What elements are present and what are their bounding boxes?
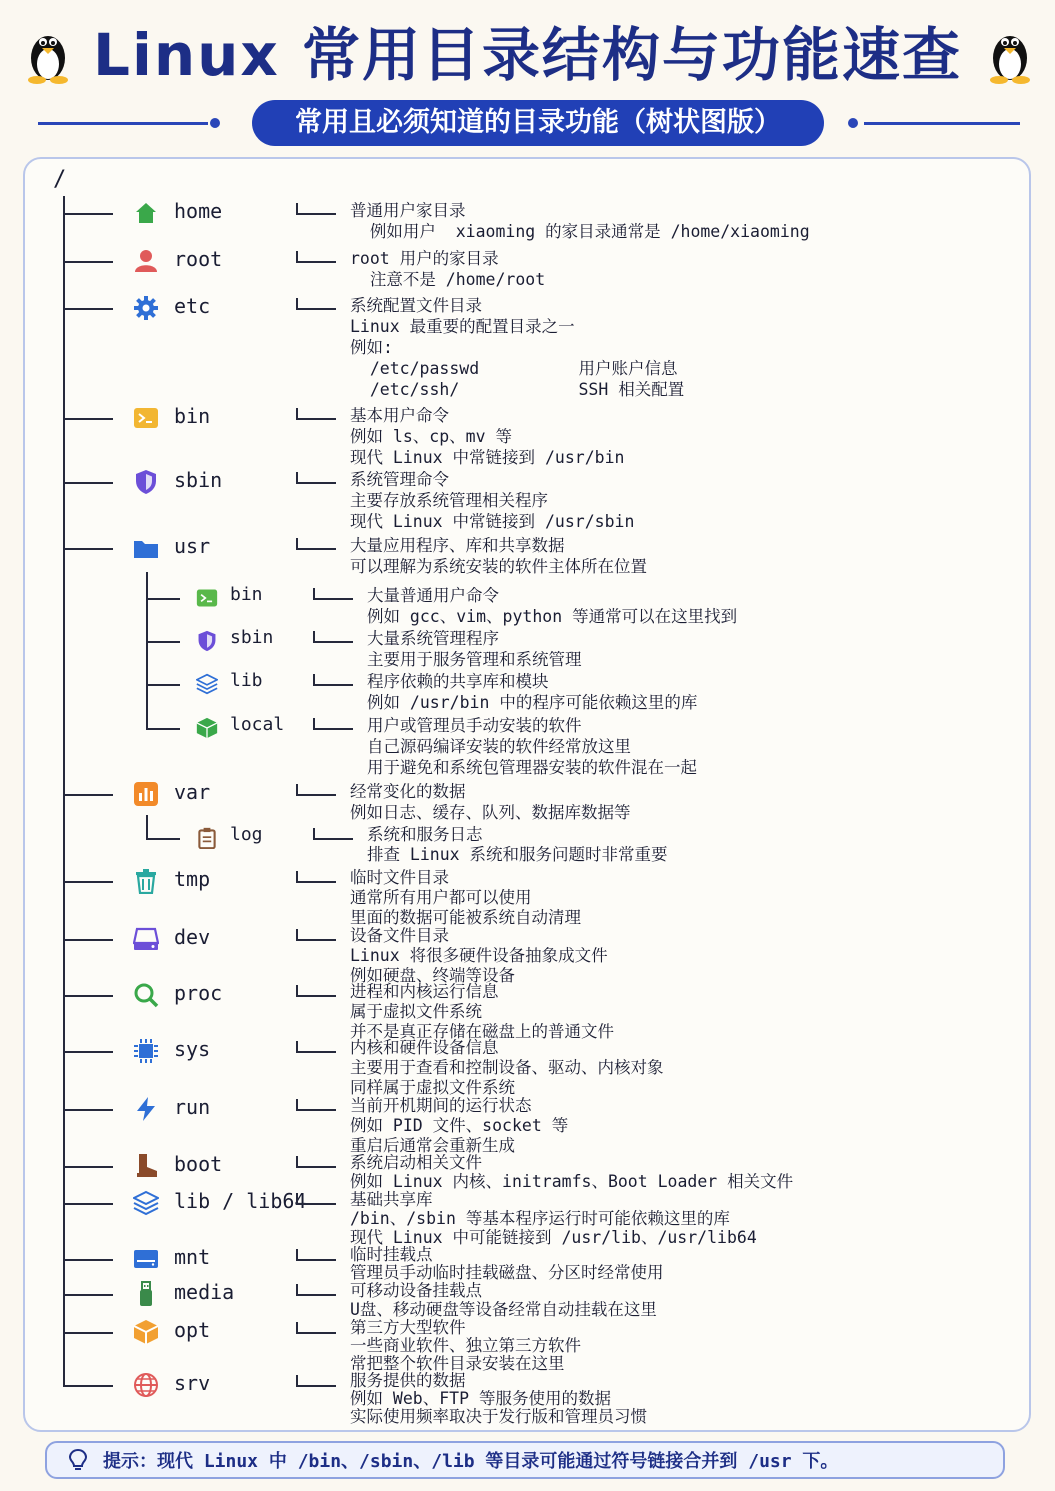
description-line: 大量应用程序、库和共享数据 (350, 536, 565, 555)
description-line: 重启后通常会重新生成 (350, 1136, 515, 1155)
tree-branch (63, 418, 113, 420)
directory-name: opt (174, 1318, 211, 1342)
directory-description (367, 825, 668, 865)
description-line: 系统和服务日志 (367, 825, 483, 844)
directory-description (367, 671, 697, 713)
home-icon (131, 198, 161, 228)
tree-root: / (53, 167, 67, 192)
tree-trunk (63, 196, 65, 1386)
directory-name: lib (230, 670, 263, 691)
description-line: 第三方大型软件 (350, 1318, 466, 1337)
drive-icon (131, 924, 161, 954)
description-connector (296, 1099, 336, 1111)
description-line: 排查 Linux 系统和服务问题时非常重要 (367, 845, 668, 864)
description-connector (296, 203, 336, 215)
directory-name: local (230, 714, 285, 735)
divider-dot (210, 118, 220, 128)
tree-branch (63, 261, 113, 263)
description-line: 大量系统管理程序 (367, 629, 499, 648)
description-line: 主要用于查看和控制设备、驱动、内核对象 (350, 1058, 664, 1077)
directory-description (350, 1281, 657, 1319)
description-line: 大量普通用户命令 (367, 586, 499, 605)
description-connector (296, 472, 336, 484)
divider-dot (848, 118, 858, 128)
page-title: Linux 常用目录结构与功能速查 (92, 21, 963, 89)
description-line: 例如 Linux 内核、initramfs、Boot Loader 相关文件 (350, 1172, 794, 1191)
tree-branch (63, 939, 113, 941)
shield-icon (131, 467, 161, 497)
description-line: root 用户的家目录 (350, 249, 499, 268)
tip-bar (45, 1441, 1005, 1479)
tree-branch (63, 308, 113, 310)
description-line: 例如硬盘、终端等设备 (350, 966, 515, 985)
directory-description (350, 926, 608, 986)
description-connector (296, 985, 336, 997)
description-connector (296, 1375, 336, 1387)
directory-name: dev (174, 925, 211, 949)
directory-name: proc (174, 981, 223, 1005)
directory-description (350, 1096, 568, 1156)
description-line: 经常变化的数据 (350, 782, 466, 801)
directory-name: root (174, 247, 223, 271)
package-icon (131, 1317, 161, 1347)
description-line: 系统配置文件目录 (350, 296, 482, 315)
description-connector (296, 298, 336, 310)
box-icon (192, 713, 222, 743)
description-line: /etc/passwd 用户账户信息 (350, 359, 678, 378)
description-line: 同样属于虚拟文件系统 (350, 1078, 515, 1097)
tree-branch (63, 1385, 113, 1387)
folder-icon (131, 533, 161, 563)
description-line: 基本用户命令 (350, 406, 449, 425)
gear-icon (131, 293, 161, 323)
description-line: 用于避免和系统包管理器安装的软件混在一起 (367, 758, 697, 777)
description-line: 一些商业软件、独立第三方软件 (350, 1336, 581, 1355)
description-line: 例如 PID 文件、socket 等 (350, 1116, 569, 1135)
description-connector (296, 1156, 336, 1168)
directory-description (367, 585, 737, 627)
directory-description (350, 1153, 793, 1191)
description-connector (313, 674, 353, 686)
description-connector (296, 784, 336, 796)
directory-description (367, 628, 582, 670)
description-connector (296, 1193, 336, 1205)
boot-icon (131, 1151, 161, 1181)
description-connector (313, 631, 353, 643)
terminal-icon (131, 403, 161, 433)
tree-branch (146, 838, 180, 840)
directory-description (350, 405, 624, 468)
directory-description (350, 1038, 664, 1098)
tree-branch (63, 794, 113, 796)
description-line: Linux 将很多硬件设备抽象成文件 (350, 946, 608, 965)
directory-name: srv (174, 1371, 211, 1395)
directory-description (350, 868, 581, 928)
chart-icon (131, 779, 161, 809)
tip-text: 提示：现代 Linux 中 /bin、/sbin、/lib 等目录可能通过符号链接合并到 /usr 下。 (103, 1451, 839, 1472)
description-line: 例如 ls、cp、mv 等 (350, 427, 512, 446)
directory-description (350, 535, 647, 577)
directory-name: bin (230, 584, 263, 605)
description-line: 管理员手动临时挂载磁盘、分区时经常使用 (350, 1263, 664, 1282)
disk-icon (131, 1244, 161, 1274)
directory-name: run (174, 1095, 211, 1119)
tree-branch-var (146, 815, 148, 839)
directory-name: usr (174, 534, 211, 558)
directory-name: bin (174, 404, 211, 428)
description-line: 自己源码编译安装的软件经常放这里 (367, 737, 631, 756)
directory-name: boot (174, 1152, 223, 1176)
directory-name: lib / lib64 (174, 1189, 307, 1213)
description-line: 例如 Web、FTP 等服务使用的数据 (350, 1389, 611, 1408)
tree-branch-usr (146, 572, 148, 728)
description-line: 现代 Linux 中常链接到 /usr/sbin (350, 512, 635, 531)
description-line: U盘、移动硬盘等设备经常自动挂载在这里 (350, 1300, 657, 1319)
directory-description (350, 248, 545, 290)
description-connector (296, 871, 336, 883)
description-line: 当前开机期间的运行状态 (350, 1096, 532, 1115)
tree-branch (63, 1166, 113, 1168)
directory-description (350, 982, 614, 1042)
trash-icon (131, 866, 161, 896)
tree-branch (146, 641, 180, 643)
directory-description (350, 1246, 664, 1282)
description-line: 例如日志、缓存、队列、数据库数据等 (350, 803, 631, 822)
description-line: 例如: (350, 338, 393, 357)
description-line: Linux 最重要的配置目录之一 (350, 317, 575, 336)
layers-icon (131, 1188, 161, 1218)
clipboard-icon (192, 823, 222, 853)
description-line: 现代 Linux 中可能链接到 /usr/lib、/usr/lib64 (350, 1228, 757, 1247)
lightbulb-icon (67, 1448, 89, 1472)
subtitle-banner: 常用且必须知道的目录功能（树状图版） (252, 100, 824, 146)
tree-branch (63, 1259, 113, 1261)
directory-description (350, 781, 631, 823)
shield-icon (192, 626, 222, 656)
directory-description (350, 1372, 647, 1426)
directory-name: media (174, 1280, 235, 1304)
description-connector (296, 408, 336, 420)
tree-branch (63, 1294, 113, 1296)
terminal-icon (192, 583, 222, 613)
description-line: 临时挂载点 (350, 1245, 433, 1264)
directory-name: home (174, 199, 223, 223)
description-connector (313, 588, 353, 600)
description-line: 进程和内核运行信息 (350, 982, 499, 1001)
directory-description (350, 469, 634, 532)
penguin-icon (984, 24, 1036, 84)
bolt-icon (131, 1094, 161, 1124)
description-connector (296, 1249, 336, 1261)
directory-description (350, 1190, 757, 1247)
tree-branch (63, 881, 113, 883)
user-icon (131, 246, 161, 276)
tree-branch (63, 1051, 113, 1053)
tree-branch (63, 1332, 113, 1334)
description-line: 实际使用频率取决于发行版和管理员习惯 (350, 1407, 647, 1426)
description-line: 临时文件目录 (350, 868, 449, 887)
tree-branch (146, 728, 180, 730)
tree-branch (146, 598, 180, 600)
description-line: 设备文件目录 (350, 926, 449, 945)
tree-branch (63, 995, 113, 997)
description-line: 系统管理命令 (350, 470, 449, 489)
description-line: 属于虚拟文件系统 (350, 1002, 482, 1021)
chip-icon (131, 1036, 161, 1066)
description-line: 例如 gcc、vim、python 等通常可以在这里找到 (367, 607, 738, 626)
description-connector (296, 1284, 336, 1296)
directory-name: log (230, 824, 263, 845)
directory-description (367, 715, 697, 778)
description-line: 并不是真正存储在磁盘上的普通文件 (350, 1022, 614, 1041)
description-line: 服务提供的数据 (350, 1371, 466, 1390)
usb-icon (131, 1279, 161, 1309)
description-connector (296, 929, 336, 941)
directory-name: sbin (174, 468, 223, 492)
description-line: 里面的数据可能被系统自动清理 (350, 908, 581, 927)
directory-description (350, 1319, 581, 1373)
description-line: 注意不是 /home/root (350, 270, 546, 289)
directory-name: sys (174, 1037, 211, 1061)
tree-branch (63, 548, 113, 550)
description-line: 常把整个软件目录安装在这里 (350, 1354, 565, 1373)
directory-name: etc (174, 294, 211, 318)
globe-icon (131, 1370, 161, 1400)
directory-description (350, 200, 810, 242)
tree-branch (63, 1109, 113, 1111)
tree-branch (63, 1203, 113, 1205)
tree-branch (146, 684, 180, 686)
description-connector (296, 538, 336, 550)
description-line: 例如用户 xiaoming 的家目录通常是 /home/xiaoming (350, 222, 810, 241)
directory-description (350, 295, 684, 400)
description-connector (313, 718, 353, 730)
description-line: 内核和硬件设备信息 (350, 1038, 499, 1057)
description-line: 可移动设备挂载点 (350, 1281, 482, 1300)
divider (864, 122, 1020, 125)
description-connector (296, 1041, 336, 1053)
tree-branch (63, 482, 113, 484)
directory-name: tmp (174, 867, 211, 891)
directory-name: var (174, 780, 211, 804)
description-line: 例如 /usr/bin 中的程序可能依赖这里的库 (367, 693, 698, 712)
description-line: 主要用于服务管理和系统管理 (367, 650, 582, 669)
description-line: 可以理解为系统安装的软件主体所在位置 (350, 557, 647, 576)
description-line: 普通用户家目录 (350, 201, 466, 220)
directory-name: sbin (230, 627, 274, 648)
description-connector (296, 1322, 336, 1334)
layers-icon (192, 669, 222, 699)
divider (38, 122, 208, 125)
description-line: 现代 Linux 中常链接到 /usr/bin (350, 448, 625, 467)
description-line: 主要存放系统管理相关程序 (350, 491, 548, 510)
description-line: 基础共享库 (350, 1190, 433, 1209)
description-line: /bin、/sbin 等基本程序运行时可能依赖这里的库 (350, 1209, 730, 1228)
description-line: 系统启动相关文件 (350, 1153, 482, 1172)
directory-name: mnt (174, 1245, 211, 1269)
description-connector (296, 251, 336, 263)
tree-branch (63, 213, 113, 215)
description-connector (313, 828, 353, 840)
description-line: /etc/ssh/ SSH 相关配置 (350, 380, 685, 399)
description-line: 通常所有用户都可以使用 (350, 888, 532, 907)
description-line: 用户或管理员手动安装的软件 (367, 716, 582, 735)
search-icon (131, 980, 161, 1010)
description-line: 程序依赖的共享库和模块 (367, 672, 549, 691)
